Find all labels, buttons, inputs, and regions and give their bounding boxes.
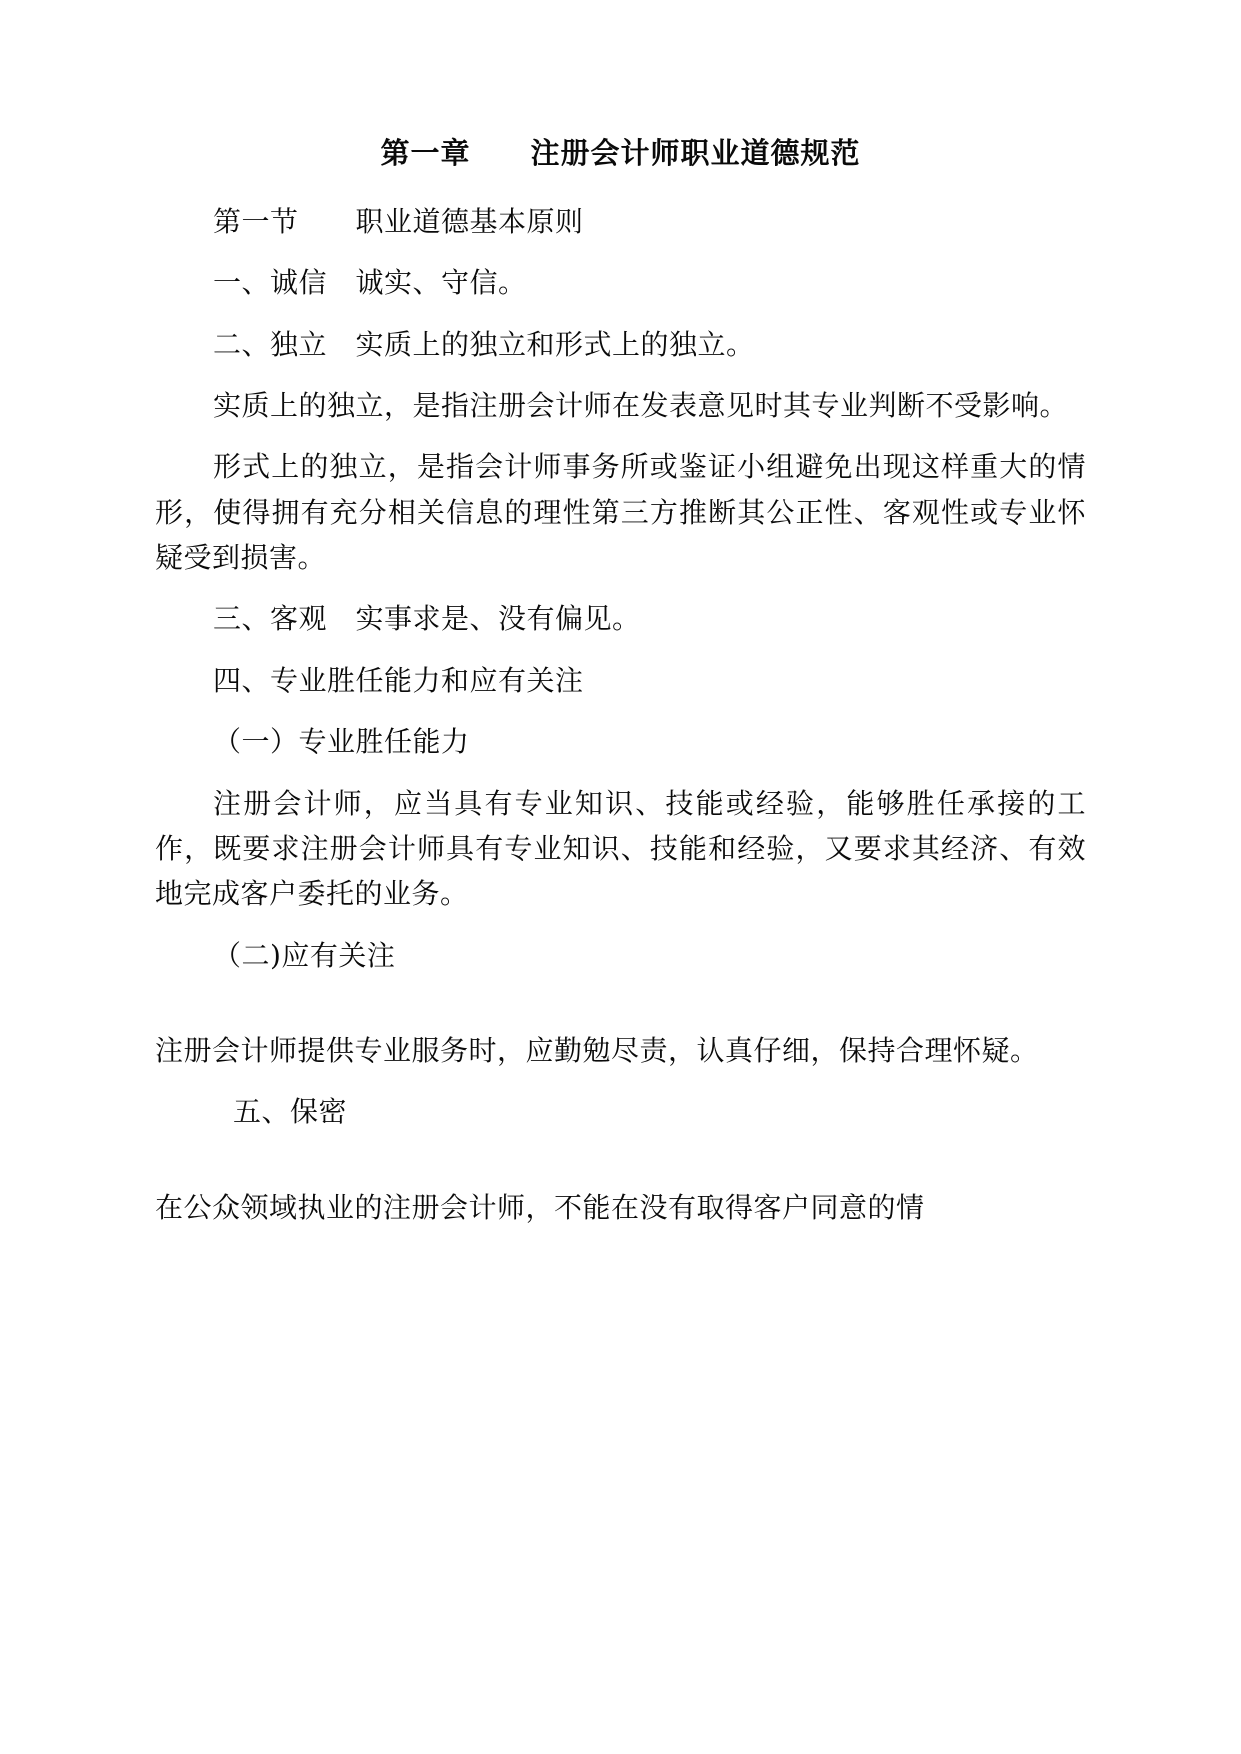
paragraph-competence-detail: 注册会计师，应当具有专业知识、技能或经验，能够胜任承接的工作，既要求注册会计师具有专业知识、技能和经验，又要求其经济、有效地完成客户委托的业务。	[155, 786, 1086, 911]
document-body	[155, 130, 1086, 1230]
paragraph-confidentiality-detail: 在公众领域执业的注册会计师，不能在没有取得客户同意的情	[155, 1190, 925, 1224]
paragraph-spacer-2	[155, 1151, 1086, 1185]
paragraph-spacer	[155, 994, 1086, 1028]
principle-item-confidentiality: 五、保密	[233, 1095, 348, 1129]
paragraph-due-care-detail: 注册会计师提供专业服务时，应勤勉尽责，认真仔细，保持合理怀疑。	[155, 1034, 1039, 1067]
page-title: 第一章 注册会计师职业道德规范	[380, 136, 861, 170]
subsection-professional-competence: （一）专业胜任能力	[213, 725, 470, 759]
principle-item-independence: 二、独立 实质上的独立和形式上的独立。	[213, 327, 755, 361]
principle-item-competence: 四、专业胜任能力和应有关注	[213, 663, 584, 697]
principle-item-objectivity: 三、客观 实事求是、没有偏见。	[213, 602, 641, 636]
section-heading: 第一节 职业道德基本原则	[213, 204, 584, 238]
principle-item-integrity: 一、诚信 诚实、守信。	[213, 266, 527, 300]
paragraph-independence-form: 形式上的独立，是指会计师事务所或鉴证小组避免出现这样重大的情形，使得拥有充分相关信息的理性第三方推断其公正性、客观性或专业怀疑受到损害。	[155, 450, 1086, 575]
paragraph-independence-substance: 实质上的独立，是指注册会计师在发表意见时其专业判断不受影响。	[213, 389, 1069, 423]
subsection-due-care: （二)应有关注	[213, 938, 396, 972]
